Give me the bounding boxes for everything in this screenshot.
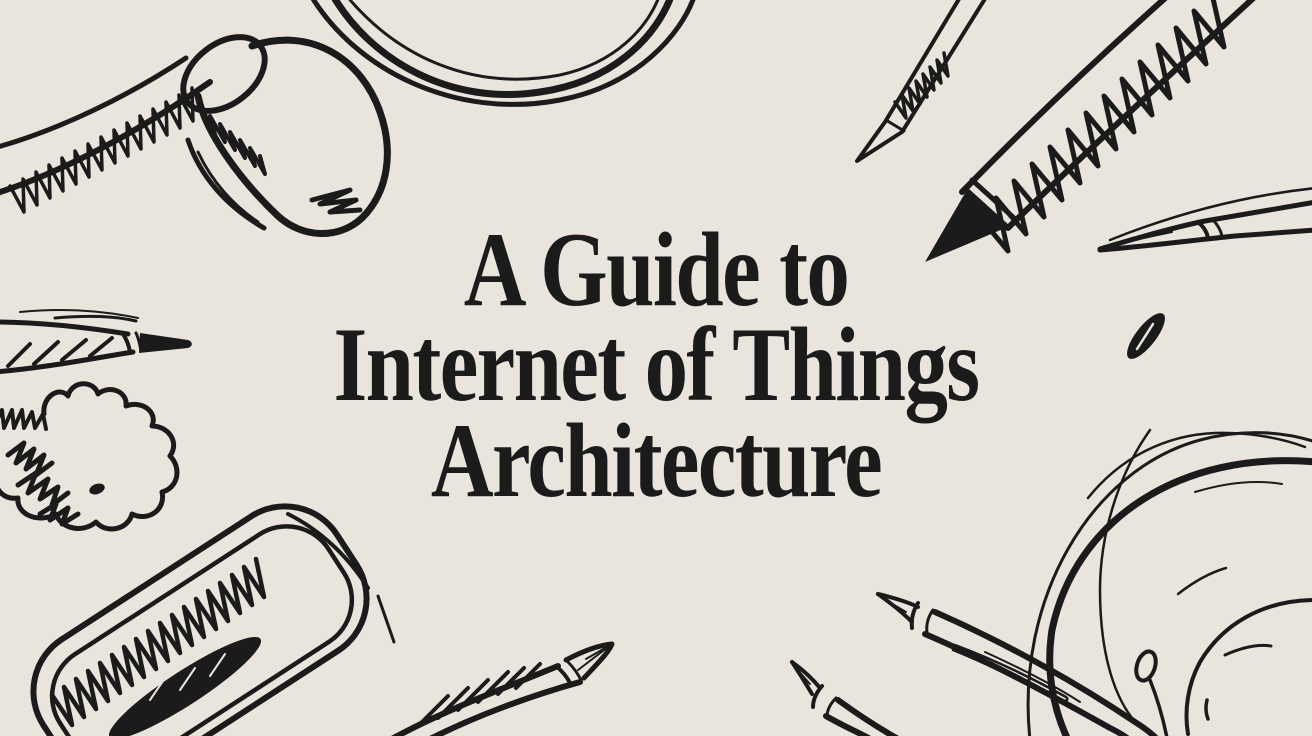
eraser-capsule-sketch-icon xyxy=(169,22,387,233)
ballpoint-pen-sketch-icon xyxy=(878,594,1156,736)
fountain-pen-sketch-icon xyxy=(390,644,612,736)
page-title xyxy=(118,211,1194,519)
small-pencil-sketch-icon xyxy=(857,0,988,161)
ribbon-sketch-icon xyxy=(0,58,210,212)
title-line-3: Architecture xyxy=(430,401,882,519)
title-line-2: Internet of Things xyxy=(333,306,979,424)
small-pen-sketch-icon xyxy=(792,662,900,736)
title-line-1: A Guide to xyxy=(463,211,849,328)
